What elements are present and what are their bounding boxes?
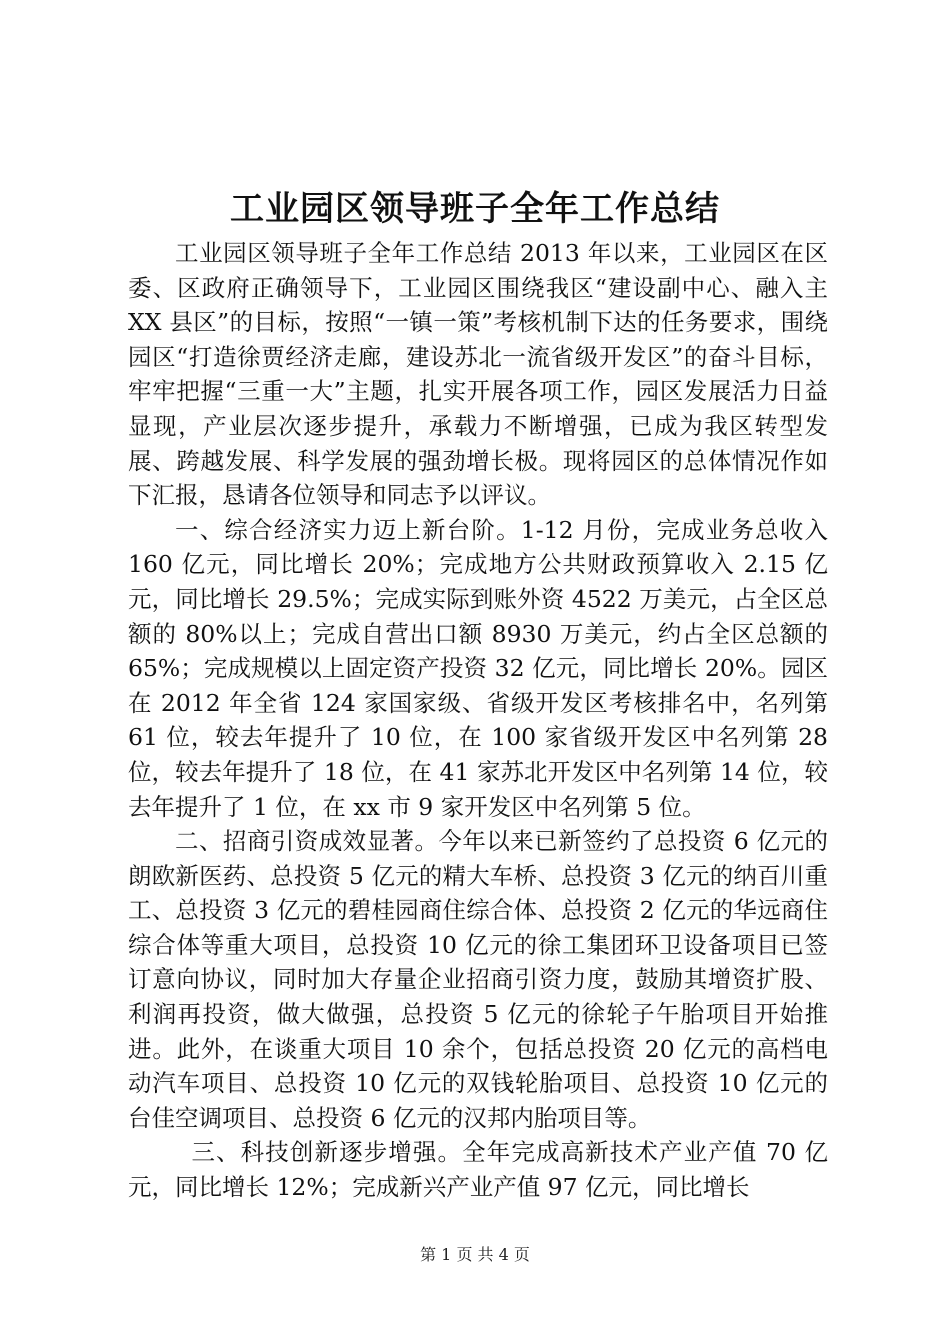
paragraph-economy: 一、综合经济实力迈上新台阶。1-12 月份，完成业务总收入 160 亿元，同比增长 20%；完成地方公共财政预算收入 2.15 亿元，同比增长 29.5%；完成实际到账外资 4522 万美元，占全区总额的 80%以上；完成自营出口额 8930 万美元，约占全区总额的 65%；完成规模以上固定资产投资 32 亿元，同比增长 20%。园区在 2012 年全省 124 家国家级、省级开发区考核排名中，名列第 61 位，较去年提升了 10 位，在 100 家省级开发区中名列第 28 位，较去年提升了 18 位，在 41 家苏北开发区中名列第 14 位，较去年提升了 1 位，在 xx 市 9 家开发区中名列第 5 位。 [128,515,828,821]
document-body [128,236,828,1205]
paragraph-innovation: 三、科技创新逐步增强。全年完成高新技术产业产值 70 亿元，同比增长 12%；完成新兴产业产值 97 亿元，同比增长 [128,1138,828,1202]
paragraph-intro: 工业园区领导班子全年工作总结 2013 年以来，工业园区在区委、区政府正确领导下，工业园区围绕我区“建设副中心、融入主 XX 县区”的目标，按照“一镇一策”考核机制下达的任务要求，围绕园区“打造徐贾经济走廊，建设苏北一流省级开发区”的奋斗目标，牢牢把握“三重一大”主题，扎实开展各项工作，园区发展活力日益显现，产业层次逐步提升，承载力不断增强，已成为我区转型发展、跨越发展、科学发展的强劲增长极。现将园区的总体情况作如下汇报，恳请各位领导和同志予以评议。 [128,239,828,510]
paragraph-investment: 二、招商引资成效显著。今年以来已新签约了总投资 6 亿元的朗欧新医药、总投资 5 亿元的精大车桥、总投资 3 亿元的纳百川重工、总投资 3 亿元的碧桂园商住综合体、总投资 2 亿元的华远商住综合体等重大项目，总投资 10 亿元的徐工集团环卫设备项目已签订意向协议，同时加大存量企业招商引资力度，鼓励其增资扩股、利润再投资，做大做强，总投资 5 亿元的徐轮子午胎项目开始推进。此外，在谈重大项目 10 余个，包括总投资 20 亿元的高档电动汽车项目、总投资 10 亿元的双钱轮胎项目、总投资 10 亿元的台佳空调项目、总投资 6 亿元的汉邦内胎项目等。 [128,827,828,1132]
page-number: 第 1 页 共 4 页 [420,1245,530,1264]
document-title: 工业园区领导班子全年工作总结 [230,189,720,229]
